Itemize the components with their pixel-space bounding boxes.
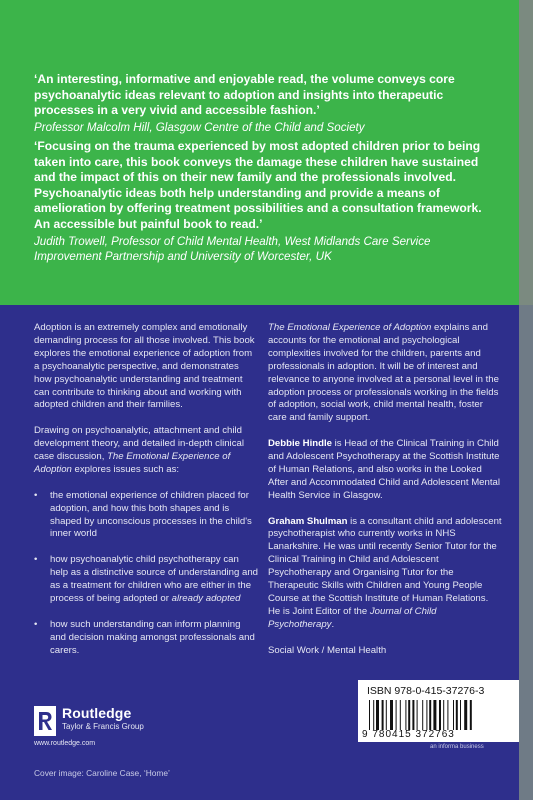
author-bio [268,438,502,503]
barcode-bar [382,700,384,730]
list-item: • how such understanding can inform planning and decision making amongst professionals and carers. [34,619,259,658]
summary-text: explains and accounts for the emotional and psychological complexities involved for the children, parents and professionals in adoption. It will be of interest and relevance to anyone involved at a personal level in the adoption process or professionals working in the fields of adoption, social work, child mental health, foster care and family support. [268,322,499,424]
drawing-text-end: explores issues such as: [74,463,180,475]
barcode-bar [429,700,431,730]
list-item-emphasis: already adopted [171,592,241,604]
list-item-text: or [160,592,169,604]
barcode-bar [422,700,423,730]
publisher-name: Routledge [62,705,132,721]
barcode-bar [456,700,458,730]
cover-image-credit: Cover image: Caroline Case, ‘Home’ [34,768,170,778]
barcode-bar [386,700,387,730]
quote-text: ‘An interesting, informative and enjoyable read, the volume conveys core psychoanalytic ideas relevant to adoption and insights into therapeutic processes in a very vivid and accessible fashion.’ [34,72,455,118]
barcode-bar [405,700,406,730]
book-title: The Emotional Experience of Adoption [34,451,231,475]
barcode-digits: 9 780415 372763 [362,729,455,740]
journal-title: Journal of Child Psychotherapy [268,605,437,630]
summary-paragraph [268,322,502,425]
publisher-url: www.routledge.com [34,740,96,747]
subject-category: Social Work / Mental Health [268,644,387,656]
author-bio [268,516,502,632]
barcode-bar [426,700,427,730]
barcode-bar [433,700,436,730]
barcode-bar [443,700,444,730]
barcode-bar [400,700,401,730]
drawing-text: Drawing on psychoanalytic, attachment and child development theory, and detailed in-depth clinical case discussion, [34,425,244,463]
barcode-bar [439,700,441,730]
barcode-bar [464,700,467,730]
list-item: • the emotional experience of children placed for adoption, and how this both shapes and is shaped by unconscious processes in the child's inner world [34,490,259,542]
barcode-bar [369,700,370,730]
quote-attribution: Professor Malcolm Hill, Glasgow Centre of the Child and Society [34,120,365,134]
endorsement-quote [34,72,500,135]
drawing-paragraph [34,425,259,477]
issues-list [34,490,259,658]
publisher-logo [34,704,184,749]
informa-tagline: an informa business [430,744,484,750]
list-item [34,554,259,606]
barcode-bar [376,700,379,730]
barcode-bar [412,700,414,730]
barcode-bar [470,700,472,730]
spine-edge [519,0,533,800]
book-title: The Emotional Experience of Adoption [268,322,432,333]
author-name: Graham Shulman [268,515,348,527]
isbn-label: ISBN 978-0-415-37276-3 [367,685,485,697]
description-column-left [34,322,259,670]
author-name: Debbie Hindle [268,438,332,450]
barcode-bar [453,700,454,730]
barcode [367,700,517,730]
barcode-bar [460,700,461,730]
barcode-bar [408,700,410,730]
barcode-bar [447,700,448,730]
quote-attribution: Judith Trowell, Professor of Child Mental Health, West Midlands Care Service Improvement Partnership and University of Worcester, UK [34,234,431,264]
list-item-text: how psychoanalytic child psychotherapy can help as a distinctive source of understanding and as a treatment for children who are either in the process of being adopted [50,554,258,604]
author-bio-end: . [331,618,335,630]
barcode-bar [390,700,393,730]
author-bio-text: is Head of the Clinical Training in Child and Adolescent Psychotherapy at the Scottish Institute of Human Relations, and also works in the Looked After and Accommodated Child and Adolescent Mental Health Service in Glasgow. [268,438,500,501]
intro-paragraph: Adoption is an extremely complex and emotionally demanding process for all those involved. This book explores the emotional experience of adoption from a psychoanalytic perspective, and demonstrates how psychoanalytic understanding and treatment can contribute to thinking about and working with adopted children and their families. [34,322,255,411]
endorsement-quote [34,139,500,265]
description-column-right [268,322,502,670]
barcode-bar [396,700,397,730]
author-bio-text: is a consultant child and adolescent psychotherapist who currently works in NHS Lanarkshire. He was until recently Senior Tutor for the Clinical Training in Child and Adolescent Psychotherapy and Organising Tutor for the Therapeutic Skills with Children and Young People Course at the Scottish Institute of Human Relations. He is Joint Editor of the [268,515,502,617]
publisher-group: Taylor & Francis Group [62,722,144,731]
routledge-r-icon [34,706,56,736]
isbn-barcode-box [358,680,519,742]
quote-text: ‘Focusing on the trauma experienced by most adopted children prior to being taken into care, this book conveys the damage these children have sustained and the impact of this on their new family and the professionals involved. Psychoanalytic ideas both help understanding and provide a means of amelioration by offering treatment possibilities and a consultation framework. An accessible but painful book to read.’ [34,139,482,231]
barcode-bar [373,700,374,730]
barcode-bar [417,700,418,730]
